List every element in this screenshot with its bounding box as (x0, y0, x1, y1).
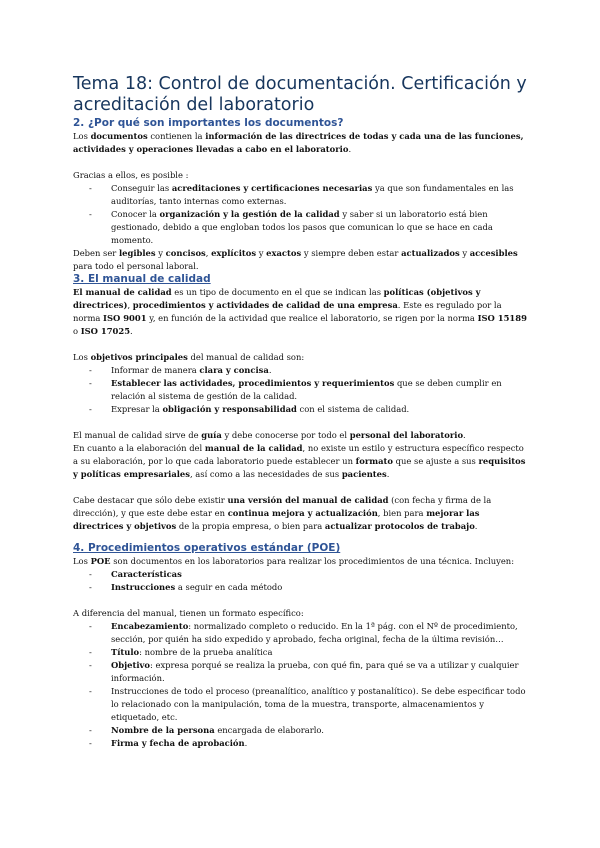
bold-text: actualizados (401, 248, 460, 258)
text-run: : nombre de la prueba analítica (139, 647, 273, 657)
s4-paragraph-2 (73, 607, 529, 620)
text-run: Los (73, 556, 91, 566)
bold-text: documentos (90, 131, 148, 141)
text-run: Conseguir las (111, 183, 172, 193)
text-run: y (459, 248, 470, 258)
text-run: . (130, 326, 133, 336)
text-run: a seguir en cada método (175, 582, 283, 592)
s4-paragraph-1 (73, 555, 529, 568)
text-run: , no existe un estilo y estructura específico respecto a su elaboración, por lo que cada laboratorio puede establecer un (73, 443, 524, 466)
list-item (89, 208, 529, 247)
s2-paragraph-2 (73, 169, 529, 182)
text-run: Gracias a ellos, es posible : (73, 170, 189, 180)
section-2-heading: 2. ¿Por qué son importantes los documentos? (73, 117, 344, 129)
list-item (89, 403, 529, 416)
bold-text: exactos (266, 248, 302, 258)
s3-paragraph-3 (73, 429, 529, 442)
list-item (89, 685, 529, 724)
bold-text: Encabezamiento (111, 621, 189, 631)
bold-text: Firma y fecha de aprobación (111, 738, 245, 748)
text-run: y debe conocerse por todo el (221, 430, 350, 440)
s2-paragraph-1 (73, 130, 529, 156)
text-run: o (73, 326, 81, 336)
text-run: encargada de elaborarlo. (214, 725, 324, 735)
s3-paragraph-4 (73, 442, 529, 481)
text-run: , (205, 248, 212, 258)
text-run: Informar de manera (111, 365, 200, 375)
text-run: . (386, 469, 390, 479)
text-run: Cabe destacar que sólo debe existir (73, 495, 228, 505)
bold-text: requisitos y políticas empresariales (73, 456, 526, 479)
s3-paragraph-5 (73, 494, 529, 533)
text-run: con el sistema de calidad. (296, 404, 410, 414)
bold-text: personal del laboratorio (349, 430, 464, 440)
bold-text: ISO 15189 (477, 313, 527, 323)
list-item (89, 646, 529, 659)
section-4 (73, 542, 529, 750)
text-run: y saber si un laboratorio está bien gestionado, debido a que engloban todos los pasos que comunican lo que se hace en cada momento. (111, 209, 493, 245)
text-run: ya que son fundamentales en las auditorías, tanto internas como externas. (111, 183, 514, 206)
text-run: y, en función de la actividad que realice el laboratorio, se rigen por la norma (146, 313, 478, 323)
bold-text: Objetivo (111, 660, 151, 670)
list-item (89, 620, 529, 646)
text-run: : normalizado completo o reducido. En la 1ª pág. con el Nº de procedimiento, sección, por quién ha sido expedido y aprobado, fecha original, fecha de la última revisión… (111, 621, 518, 644)
text-run: y (256, 248, 267, 258)
bold-text: una versión del manual de calidad (227, 495, 389, 505)
section-3-heading: 3. El manual de calidad (73, 273, 211, 285)
list-item (89, 659, 529, 685)
text-run: . (474, 521, 478, 531)
s3-paragraph-2 (73, 351, 529, 364)
text-run: y (155, 248, 166, 258)
text-run: Deben ser (73, 248, 119, 258)
bold-text: formato (355, 456, 393, 466)
bold-text: Nombre de la persona (111, 725, 215, 735)
bold-text: guía (201, 430, 222, 440)
bold-text: obligación y responsabilidad (162, 404, 297, 414)
list-item (89, 364, 529, 377)
text-run: , bien para (377, 508, 427, 518)
bold-text: clara y concisa (199, 365, 269, 375)
bold-text: acreditaciones y certificaciones necesarias (171, 183, 373, 193)
section-4-heading: 4. Procedimientos operativos estándar (POE) (73, 542, 341, 554)
list-item (89, 737, 529, 750)
text-run: . (463, 430, 466, 440)
text-run: . (244, 738, 248, 748)
bold-text: organización y la gestión de la calidad (159, 209, 340, 219)
text-run: Los (73, 131, 91, 141)
text-run: Conocer la (111, 209, 160, 219)
list-item (89, 724, 529, 737)
bold-text: legibles (118, 248, 156, 258)
bold-text: El manual de calidad (73, 287, 172, 297)
bold-text: información de las directrices de todas y cada una de las funciones, actividades y operaciones llevadas a cabo en el laboratorio (73, 131, 524, 154)
bold-text: objetivos principales (90, 352, 188, 362)
bold-text: mejorar las directrices y objetivos (73, 508, 480, 531)
text-run: . (348, 144, 352, 154)
text-run: Instrucciones de todo el proceso (preanalítico, analítico y postanalítico). Se debe especificar todo lo relacionado con la manipulación, toma de la muestra, transporte, almacenamientos y etiquetado, etc. (111, 686, 526, 722)
text-run: es un tipo de documento en el que se indican las (171, 287, 384, 297)
text-run: que se ajuste a sus (392, 456, 479, 466)
s3-list (73, 364, 529, 416)
s4-list-2 (73, 620, 529, 750)
bold-text: concisos (165, 248, 206, 258)
bold-text: explícitos (211, 248, 257, 258)
bold-text: POE (90, 556, 111, 566)
text-run: . (268, 365, 272, 375)
list-item (89, 581, 529, 594)
bold-text: continua mejora y actualización (227, 508, 378, 518)
text-run: : expresa porqué se realiza la prueba, con qué fin, para qué se va a utilizar y cualquier información. (111, 660, 519, 683)
text-run: Expresar la (111, 404, 163, 414)
bold-text: procedimientos y actividades de calidad de una empresa (132, 300, 398, 310)
bold-text: Título (111, 647, 140, 657)
bold-text: Establecer las actividades, procedimientos y requerimientos (111, 378, 395, 388)
list-item (89, 377, 529, 403)
bold-text: ISO 9001 (103, 313, 147, 323)
bold-text: manual de la calidad (204, 443, 303, 453)
list-item (89, 568, 529, 581)
text-run: son documentos en los laboratorios para realizar los procedimientos de una técnica. Incluyen: (110, 556, 515, 566)
page-title: Tema 18: Control de documentación. Certificación y acreditación del laboratorio (73, 74, 527, 115)
text-run: En cuanto a la elaboración del (73, 443, 205, 453)
text-run: . Este es regulado por la norma (73, 300, 502, 323)
text-run: El manual de calidad sirve de (73, 430, 202, 440)
s2-paragraph-3 (73, 247, 529, 273)
s3-paragraph-1 (73, 286, 529, 338)
text-run: , (127, 300, 133, 310)
section-3 (73, 273, 529, 533)
s4-list-1 (73, 568, 529, 594)
text-run: del manual de calidad son: (187, 352, 305, 362)
text-run: que se deben cumplir en relación al sistema de gestión de la calidad. (111, 378, 502, 401)
bold-text: ISO 17025 (80, 326, 131, 336)
s2-list (73, 182, 529, 247)
text-run: A diferencia del manual, tienen un formato específico: (73, 608, 304, 618)
bold-text: pacientes (341, 469, 387, 479)
bold-text: Características (111, 569, 182, 579)
text-run: , así como a las necesidades de sus (189, 469, 342, 479)
bold-text: accesibles (469, 248, 518, 258)
bold-text: Instrucciones (111, 582, 176, 592)
text-run: para todo el personal laboral. (73, 261, 199, 271)
text-run: contienen la (147, 131, 206, 141)
bold-text: políticas (objetivos y directrices) (73, 287, 481, 310)
list-item (89, 182, 529, 208)
text-run: Los (73, 352, 91, 362)
text-run: y siempre deben estar (301, 248, 402, 258)
bold-text: actualizar protocolos de trabajo (324, 521, 475, 531)
section-2 (73, 117, 529, 273)
text-run: de la propia empresa, o bien para (176, 521, 325, 531)
text-run: (con fecha y firma de la dirección), y que este debe estar en (73, 495, 492, 518)
